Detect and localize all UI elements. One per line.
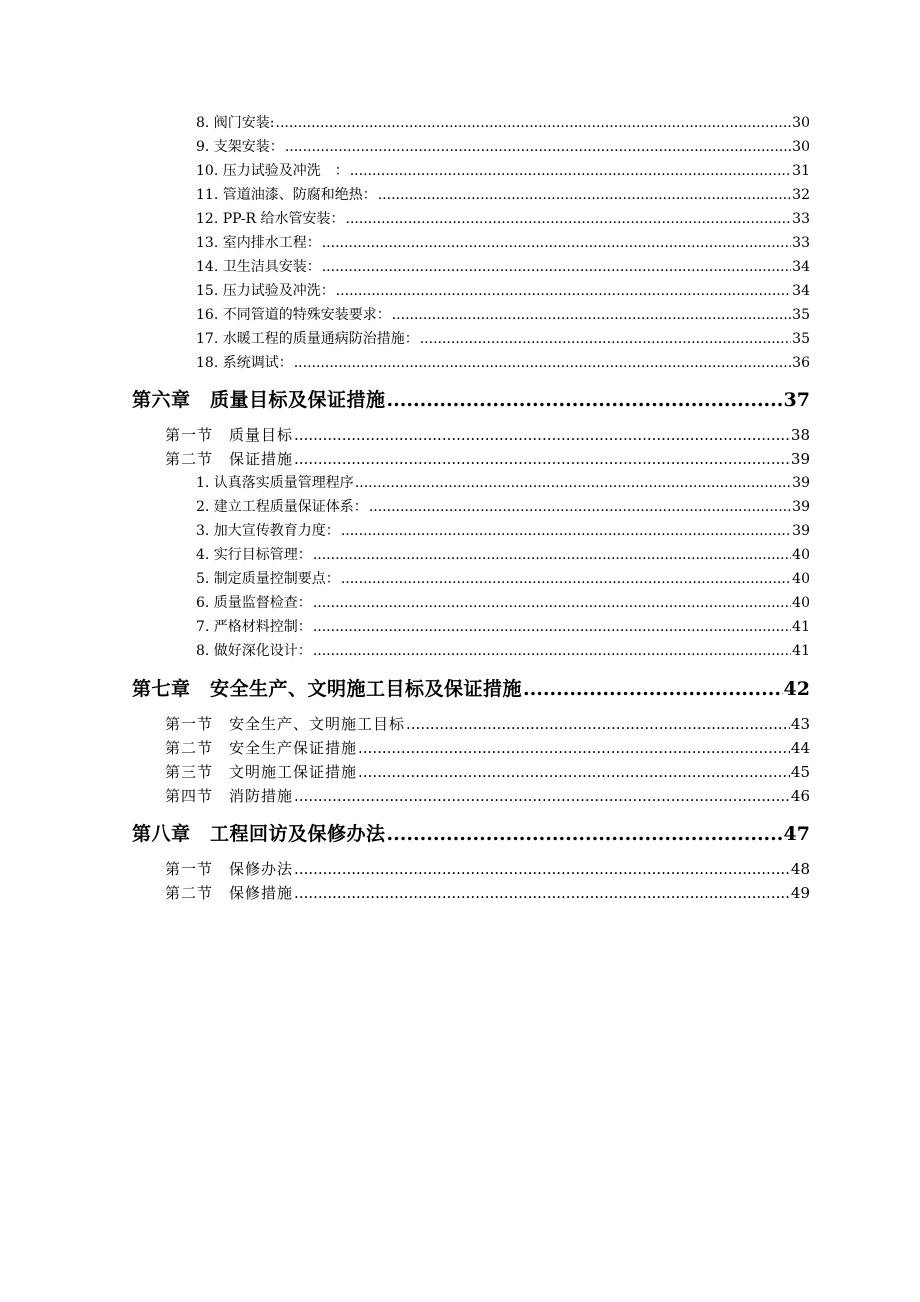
dot-leader <box>294 448 790 471</box>
dot-leader <box>313 592 791 614</box>
toc-page-number: 32 <box>792 187 810 203</box>
toc-item[interactable] <box>196 544 810 566</box>
toc-page-number: 35 <box>792 307 810 323</box>
dot-leader <box>387 820 783 848</box>
toc-page-number: 33 <box>792 211 810 227</box>
toc-page-number: 37 <box>783 389 810 411</box>
toc-item[interactable] <box>196 592 810 614</box>
toc-item-label: 8. 做好深化设计： <box>196 643 312 659</box>
toc-page-number: 34 <box>792 283 810 299</box>
toc-item-label: 8. 阀门安装: <box>196 115 275 131</box>
toc-item[interactable] <box>196 184 810 206</box>
toc-section[interactable] <box>165 448 810 471</box>
chapter-title: 第七章 安全生产、文明施工目标及保证措施 <box>132 678 523 700</box>
toc-page-number: 49 <box>790 884 810 902</box>
toc-chapter-6[interactable] <box>132 386 810 414</box>
toc-page-number: 39 <box>792 475 810 491</box>
section-title: 第一节 质量目标 <box>165 426 294 444</box>
toc-item-label: 9. 支架安装： <box>196 139 284 155</box>
toc-item[interactable] <box>196 232 810 254</box>
dot-leader <box>294 858 790 881</box>
toc-section[interactable] <box>165 882 810 905</box>
toc-item-label: 10. 压力试验及冲洗 ： <box>196 163 349 179</box>
toc-item-label: 3. 加大宣传教育力度： <box>196 523 340 539</box>
toc-item-label: 16. 不同管道的特殊安装要求： <box>196 307 391 323</box>
chapter-title: 第六章 质量目标及保证措施 <box>132 389 386 411</box>
toc-item-label: 11. 管道油漆、防腐和绝热： <box>196 187 377 203</box>
toc-page-number: 48 <box>790 860 810 878</box>
dot-leader <box>523 675 783 703</box>
toc-item-label: 15. 压力试验及冲洗： <box>196 283 335 299</box>
toc-section[interactable] <box>165 737 810 760</box>
toc-section[interactable] <box>165 713 810 736</box>
toc-item[interactable] <box>196 304 810 326</box>
dot-leader <box>322 256 791 278</box>
toc-item-label: 13. 室内排水工程： <box>196 235 321 251</box>
dot-leader <box>294 352 791 374</box>
toc-item-label: 4. 实行目标管理： <box>196 547 312 563</box>
toc-page-number: 35 <box>792 331 810 347</box>
dot-leader <box>346 208 792 230</box>
toc-page-number: 46 <box>790 787 810 805</box>
toc-page-number: 40 <box>792 547 810 563</box>
toc-page-number: 41 <box>792 643 810 659</box>
toc-item-label: 17. 水暖工程的质量通病防治措施： <box>196 331 419 347</box>
toc-section[interactable] <box>165 785 810 808</box>
section-title: 第一节 安全生产、文明施工目标 <box>165 715 406 733</box>
toc-page-number: 38 <box>790 426 810 444</box>
section-title: 第一节 保修办法 <box>165 860 294 878</box>
toc-item-label: 18. 系统调试： <box>196 355 293 371</box>
toc-item-label: 2. 建立工程质量保证体系： <box>196 499 368 515</box>
dot-leader <box>392 304 791 326</box>
toc-item[interactable] <box>196 208 810 230</box>
toc-page-number: 34 <box>792 259 810 275</box>
dot-leader <box>336 280 791 302</box>
toc-page-number: 30 <box>792 139 810 155</box>
dot-leader <box>387 386 783 414</box>
section-title: 第二节 保修措施 <box>165 884 294 902</box>
dot-leader <box>313 544 791 566</box>
toc-page-number: 33 <box>792 235 810 251</box>
toc-page-number: 39 <box>792 499 810 515</box>
toc-item[interactable] <box>196 616 810 638</box>
dot-leader <box>285 136 791 158</box>
toc-page-number: 44 <box>790 739 810 757</box>
toc-item-label: 14. 卫生洁具安装： <box>196 259 321 275</box>
dot-leader <box>358 761 790 784</box>
toc-page-number: 40 <box>792 595 810 611</box>
toc-page-number: 39 <box>792 523 810 539</box>
toc-item[interactable] <box>196 112 810 134</box>
dot-leader <box>294 882 790 905</box>
section-title: 第二节 保证措施 <box>165 450 294 468</box>
toc-item[interactable] <box>196 280 810 302</box>
section-title: 第二节 安全生产保证措施 <box>165 739 358 757</box>
dot-leader <box>276 112 792 134</box>
dot-leader <box>341 568 791 590</box>
toc-item[interactable] <box>196 352 810 374</box>
dot-leader <box>322 232 791 254</box>
dot-leader <box>341 520 791 542</box>
toc-page-number: 47 <box>783 823 810 845</box>
toc-section[interactable] <box>165 858 810 881</box>
toc-item[interactable] <box>196 520 810 542</box>
dot-leader <box>313 616 791 638</box>
toc-page-number: 43 <box>790 715 810 733</box>
toc-page-number: 42 <box>783 678 810 700</box>
dot-leader <box>355 472 791 494</box>
dot-leader <box>313 640 791 662</box>
section-title: 第四节 消防措施 <box>165 787 294 805</box>
toc-page-number: 40 <box>792 571 810 587</box>
toc-item[interactable] <box>196 136 810 158</box>
toc-item[interactable] <box>196 568 810 590</box>
toc-page-number: 36 <box>792 355 810 371</box>
dot-leader <box>406 713 790 736</box>
toc-chapter-7[interactable] <box>132 675 810 703</box>
toc-page-number: 41 <box>792 619 810 635</box>
dot-leader <box>350 160 791 182</box>
dot-leader <box>378 184 791 206</box>
dot-leader <box>420 328 791 350</box>
section-title: 第三节 文明施工保证措施 <box>165 763 358 781</box>
toc-chapter-8[interactable] <box>132 820 810 848</box>
dot-leader <box>358 737 790 760</box>
chapter-title: 第八章 工程回访及保修办法 <box>132 823 386 845</box>
toc-page-number: 45 <box>790 763 810 781</box>
toc-item-label: 5. 制定质量控制要点： <box>196 571 340 587</box>
toc-item[interactable] <box>196 472 810 494</box>
toc-item[interactable] <box>196 328 810 350</box>
toc-item[interactable] <box>196 256 810 278</box>
toc-item[interactable] <box>196 160 810 182</box>
toc-item-label: 7. 严格材料控制： <box>196 619 312 635</box>
dot-leader <box>369 496 791 518</box>
toc-page-number: 31 <box>792 163 810 179</box>
toc-item-label: 1. 认真落实质量管理程序 <box>196 475 354 491</box>
toc-item-label: 6. 质量监督检查： <box>196 595 312 611</box>
toc-page-number: 30 <box>792 115 810 131</box>
toc-section[interactable] <box>165 424 810 447</box>
dot-leader <box>294 785 790 808</box>
toc-page-number: 39 <box>790 450 810 468</box>
toc-item[interactable] <box>196 640 810 662</box>
dot-leader <box>294 424 790 447</box>
toc-item[interactable] <box>196 496 810 518</box>
toc-section[interactable] <box>165 761 810 784</box>
toc-item-label: 12. PP-R 给水管安装： <box>196 211 345 227</box>
